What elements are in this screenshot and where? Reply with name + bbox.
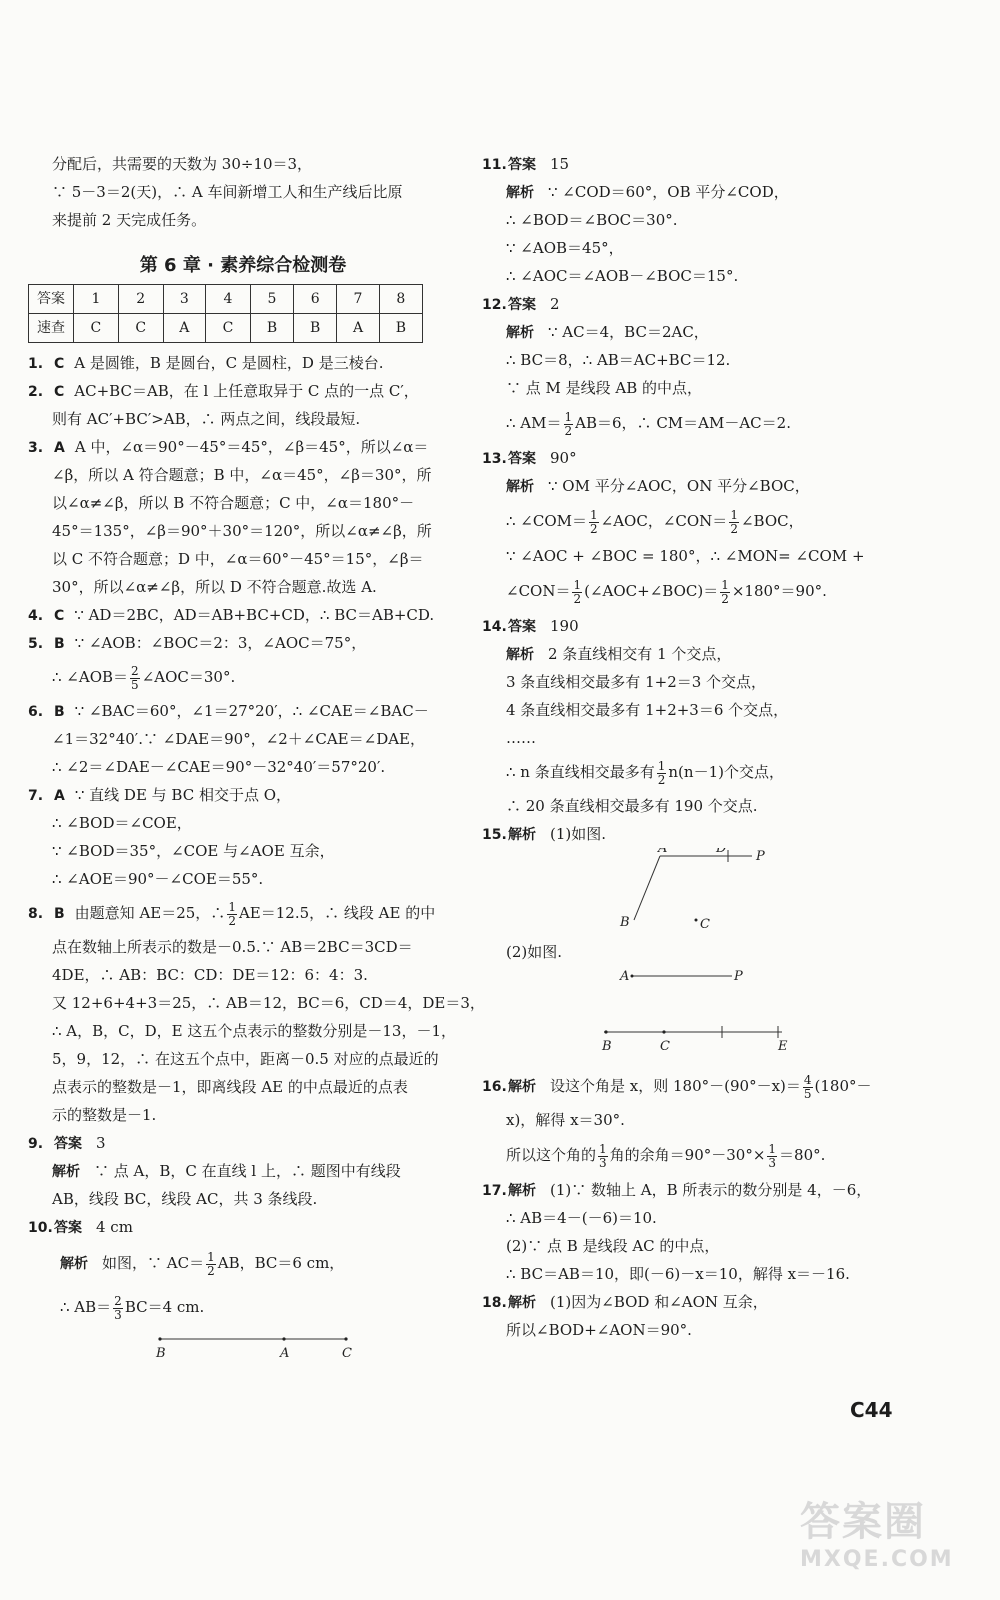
question-14-line: ∴ n 条直线相交最多有 $\frac{1}{2}$ n(n－1)个交点， [506,758,784,787]
answer-number: 4 [206,285,251,314]
question-7: 7. A ∵ 直线 DE 与 BC 相交于点 O， [28,786,292,804]
question-10-line: 解析 如图，∵ AC＝ $\frac{1}{2}$ AB，BC＝6 cm， [60,1249,345,1278]
question-16: 16.解析 设这个角是 x，则 180°－(90°－x)＝ $\frac{4}{5}$ (180°－ [482,1072,872,1101]
fraction: $\frac{1}{2}$ [228,899,236,928]
fraction: $\frac{4}{5}$ [803,1072,812,1101]
geometry-figure [482,848,912,938]
fraction: $\frac{1}{2}$ [207,1249,215,1278]
question-9-line: AB，线段 BC，线段 AC，共 3 条线段. [52,1190,318,1208]
point-a [631,975,634,978]
question-12-line: 解析 ∵ AC＝4，BC＝2AC， [506,323,709,341]
point-label: P [734,969,743,984]
answer-letter: C [74,314,119,343]
point [344,1337,347,1340]
question-17-line: ∴ AB＝4－(－6)＝10. [506,1209,657,1227]
question-8-line: 示的整数是－1. [52,1106,157,1124]
question-7-line: ∴ ∠BOD＝∠COE， [52,814,192,832]
question-4: 4. C ∵ AD＝2BC，AD＝AB+BC+CD，∴ BC＝AB+CD. [28,606,435,624]
fraction: $\frac{1}{2}$ [721,577,729,606]
right-column [482,150,912,1344]
question-16-line: x)，解得 x＝30°. [506,1111,625,1129]
question-2: 2. C AC+BC＝AB，在 l 上任意取异于 C 点的一点 C′， [28,382,419,400]
question-8-line: 4DE，∴ AB：BC：CD：DE＝12：6：4：3. [52,966,368,984]
figure-q10 [28,1329,458,1369]
question-7-line: ∵ ∠BOD＝35°，∠COE 与∠AOE 互余， [52,842,335,860]
answer-letter: C [118,314,163,343]
question-2-line: 则有 AC′+BC′>AB，∴ 两点之间，线段最短. [52,410,361,428]
question-3-line: 45°＝135°，∠β＝90°＋30°＝120°，所以∠α≠∠β，所 [52,522,432,540]
segment-ab [634,856,660,920]
question-11-line: ∵ ∠AOB＝45°， [506,239,624,257]
answer-letter: B [379,314,422,343]
section-title: 第 6 章 · 素养综合检测卷 [139,255,347,276]
question-11-line: ∴ ∠BOD＝∠BOC＝30°. [506,211,678,229]
point-b [604,1030,607,1033]
intro-line: ∵ 5－3＝2(天)，∴ A 车间新增工人和生产线后比原 [52,183,403,201]
point-label: B [620,915,630,930]
question-8-line: 点在数轴上所表示的数是－0.5.∵ AB＝2BC＝3CD＝ [52,938,413,956]
point-label: A [658,848,668,856]
question-11-line: 解析 ∵ ∠COD＝60°，OB 平分∠COD， [506,183,789,201]
question-13-line: ∠CON＝ $\frac{1}{2}$ (∠AOC+∠BOC)＝ $\frac{1}{2}$ ×180°＝90°. [506,577,827,606]
question-3-line: ∠β，所以 A 符合题意；B 中，∠α＝45°，∠β＝30°，所 [52,466,432,484]
question-17-line: ∴ BC＝AB＝10，即(－6)－x＝10，解得 x＝－16. [506,1265,850,1283]
question-1: 1. C A 是圆锥，B 是圆台，C 是圆柱，D 是三棱台. [28,354,384,372]
fraction: $\frac{1}{3}$ [768,1141,777,1170]
intro-line: 分配后，共需要的天数为 30÷10＝3， [52,155,313,173]
answer-number: 5 [250,285,293,314]
question-6: 6. B ∵ ∠BAC＝60°，∠1＝27°20′，∴ ∠CAE＝∠BAC－ [28,702,429,720]
question-12: 12.答案 2 [482,295,560,313]
fraction: $\frac{1}{3}$ [599,1141,607,1170]
question-7-line: ∴ ∠AOE＝90°－∠COE＝55°. [52,870,264,888]
fraction: $\frac{1}{2}$ [590,507,598,536]
question-12-line: ∴ AM＝ $\frac{1}{2}$ AB＝6，∴ CM＝AM－AC＝2. [506,409,791,438]
point-label: D [716,848,727,856]
question-8-line: 5，9，12，∴ 在这五个点中，距离－0.5 对应的点最近的 [52,1050,439,1068]
answer-number: 8 [379,285,422,314]
point-label: A [280,1346,290,1361]
question-17-line: (2)∵ 点 B 是线段 AC 的中点， [506,1237,720,1255]
question-13-line: ∴ ∠COM＝ $\frac{1}{2}$ ∠AOC，∠CON＝ $\frac{1}{2}$ ∠BOC， [506,507,804,536]
point-label: B [156,1346,166,1361]
question-10: 10.答案 4 cm [28,1218,133,1236]
question-3-line: 以 C 不符合题意；D 中，∠α＝60°－45°＝15°，∠β＝ [52,550,424,568]
question-14-line: …… [506,729,536,747]
point [158,1337,161,1340]
answer-table [28,284,423,343]
point-label: E [778,1039,788,1054]
question-3-line: 30°，所以∠α≠∠β，所以 D 不符合题意.故选 A. [52,578,377,596]
watermark [800,1490,990,1590]
point-c [695,919,698,922]
question-5: 5. B ∵ ∠AOB：∠BOC＝2：3，∠AOC＝75°， [28,634,367,652]
question-3: 3. A A 中，∠α＝90°－45°＝45°，∠β＝45°，所以∠α＝ [28,438,429,456]
point [282,1337,285,1340]
answer-number: 6 [294,285,337,314]
question-13-line: ∵ ∠AOC + ∠BOC = 180°，∴ ∠MON= ∠COM + [506,547,865,565]
question-5-line: ∴ ∠AOB＝ $\frac{2}{5}$ ∠AOC＝30°. [52,663,236,692]
question-13: 13.答案 90° [482,449,577,467]
fraction: $\frac{1}{2}$ [657,758,666,787]
question-14: 14.答案 190 [482,617,579,635]
watermark-logo-text: 答案圈 [800,1499,926,1545]
point-c [662,1030,665,1033]
question-18-line: 所以∠BOD+∠AON＝90°. [506,1321,692,1339]
question-16-line: 所以这个角的 $\frac{1}{3}$ 角的余角＝90°－30°× $\frac{1}{3}$ ＝80°. [506,1141,826,1170]
fraction: $\frac{1}{2}$ [730,507,738,536]
question-10-line: ∴ AB＝ $\frac{2}{3}$ BC＝4 cm. [60,1293,205,1322]
question-12-line: ∴ BC＝8，∴ AB＝AC+BC＝12. [506,351,731,369]
question-6-line: ∠1＝32°40′.∵ ∠DAE＝90°，∠2＋∠CAE＝∠DAE， [52,730,426,748]
question-8-line: 又 12+6+4+3＝25，∴ AB＝12，BC＝6，CD＝4，DE＝3， [52,994,485,1012]
question-15-line: (2)如图. [506,943,563,961]
point-label: C [342,1346,352,1361]
answer-number: 2 [118,285,163,314]
question-14-line: 3 条直线相交最多有 1+2＝3 个交点， [506,673,767,691]
answer-number: 1 [74,285,119,314]
point-label: A [620,969,630,984]
answer-number: 3 [163,285,206,314]
question-14-line: ∴ 20 条直线相交最多有 190 个交点. [506,797,758,815]
answer-table-head: 速查 [29,314,74,343]
point-label: B [602,1039,612,1054]
fraction: $\frac{1}{2}$ [564,409,573,438]
fraction: $\frac{2}{5}$ [131,663,139,692]
question-9-line: 解析 ∵ 点 A，B，C 在直线 l 上，∴ 题图中有线段 [52,1162,401,1180]
fraction: $\frac{2}{3}$ [114,1293,122,1322]
answer-number: 7 [337,285,380,314]
question-8: 8. B 由题意知 AE＝25，∴ $\frac{1}{2}$ AE＝12.5，∴ 线段 AE 的中 [28,899,436,928]
question-14-line: 解析 2 条直线相交有 1 个交点， [506,645,732,663]
question-9: 9. 答案 3 [28,1134,106,1152]
fraction: $\frac{1}{2}$ [573,577,582,606]
point-label: C [660,1039,670,1054]
segment-diagram [28,1329,458,1369]
question-8-line: 点表示的整数是－1，即离线段 AE 的中点最近的点表 [52,1078,408,1096]
question-11-line: ∴ ∠AOC＝∠AOB－∠BOC＝15°. [506,267,739,285]
answer-letter: B [294,314,337,343]
question-15: 15.解析 (1)如图. [482,825,607,843]
question-17: 17.解析 (1)∵ 数轴上 A，B 所表示的数分别是 4，－6， [482,1181,872,1199]
question-8-line: ∴ A，B，C，D，E 这五个点表示的整数分别是－13，－1， [52,1022,457,1040]
question-11: 11.答案 15 [482,155,570,173]
geometry-figure [482,966,912,1066]
figure-q15-2 [482,966,912,1066]
question-6-line: ∴ ∠2＝∠DAE－∠CAE＝90°－32°40′＝57°20′. [52,758,386,776]
question-12-line: ∵ 点 M 是线段 AB 的中点， [506,379,703,397]
point-label: C [700,917,710,932]
page-number: C44 [850,1398,893,1422]
intro-line: 来提前 2 天完成任务。 [52,211,207,229]
answer-letter: B [250,314,293,343]
answer-table-head: 答案 [29,285,74,314]
watermark-url: MXQE.COM [800,1547,954,1572]
point-label: P [756,849,765,864]
question-3-line: 以∠α≠∠β，所以 B 不符合题意；C 中，∠α＝180°－ [52,494,415,512]
answer-letter: C [206,314,251,343]
left-column [28,150,485,1369]
answer-letter: A [163,314,206,343]
answer-letter: A [337,314,380,343]
question-18: 18.解析 (1)因为∠BOD 和∠AON 互余， [482,1293,768,1311]
question-14-line: 4 条直线相交最多有 1+2+3＝6 个交点， [506,701,789,719]
question-13-line: 解析 ∵ OM 平分∠AOC，ON 平分∠BOC， [506,477,810,495]
figure-q15-1 [482,848,912,938]
